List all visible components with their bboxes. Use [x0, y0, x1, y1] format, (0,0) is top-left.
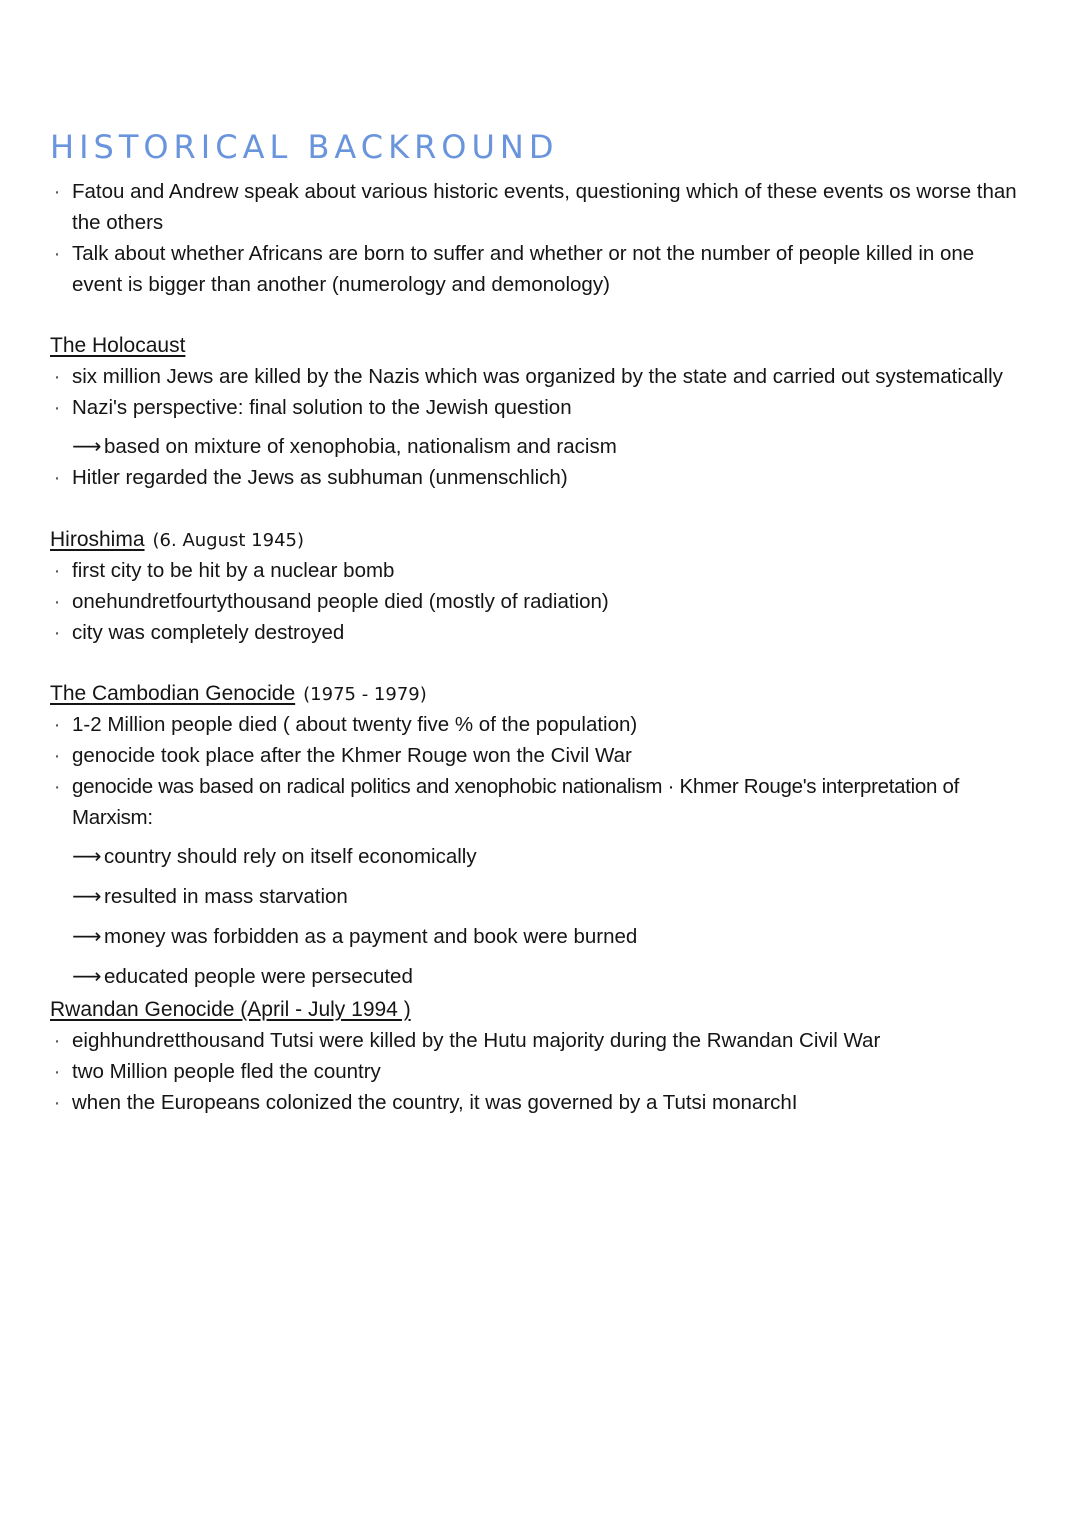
bullet-dot: · [53, 744, 61, 767]
section-heading: The Holocaust [50, 334, 186, 357]
section-heading: Hiroshima [50, 528, 145, 551]
section-heading: Rwandan Genocide (April - July 1994 ) [50, 998, 411, 1021]
hiroshima-section [50, 524, 1030, 648]
section-heading: The Cambodian Genocide [50, 682, 296, 705]
bullet-dot: · [53, 559, 61, 582]
rwanda-section [50, 994, 1030, 1118]
list-item-text: Talk about whether Africans are born to suffer and whether or not the number of people killed in one event is bigger than another (numerology and demonology) [72, 242, 975, 296]
list-item [50, 771, 1030, 833]
bullet-dot: · [53, 466, 61, 489]
list-item [50, 176, 1030, 238]
bullet-dot: · [53, 365, 61, 388]
list-item-text: genocide was based on radical politics and xenophobic nationalism · Khmer Rouge's interpretation of Marxism: [72, 775, 960, 829]
list-item [50, 462, 1030, 493]
intro-list [50, 176, 1030, 300]
sub-point [50, 881, 1030, 912]
bullet-dot: · [53, 1029, 61, 1052]
cambodia-list [50, 709, 1030, 833]
list-item [50, 361, 1030, 392]
list-item-text: Fatou and Andrew speak about various historic events, questioning which of these events os worse than the others [72, 180, 1017, 234]
bullet-dot: · [53, 180, 61, 203]
bullet-dot: · [53, 621, 61, 644]
list-item-text: genocide took place after the Khmer Rouge won the Civil War [72, 744, 632, 767]
sub-point-text: educated people were persecuted [104, 965, 413, 988]
list-item-text: Hitler regarded the Jews as subhuman (unmenschlich) [72, 466, 568, 489]
sub-point [50, 841, 1030, 872]
list-item [50, 1087, 1030, 1118]
arrow-icon: ⟶ [72, 884, 102, 908]
list-item-text: six million Jews are killed by the Nazis which was organized by the state and carried out systematically [72, 365, 1003, 388]
sub-point-text: resulted in mass starvation [104, 885, 348, 908]
sub-point-text: money was forbidden as a payment and book were burned [104, 925, 638, 948]
list-item [50, 617, 1030, 648]
rwanda-list [50, 1025, 1030, 1118]
list-item [50, 555, 1030, 586]
bullet-dot: · [53, 713, 61, 736]
section-date: (1975 - 1979) [303, 684, 427, 705]
list-item-text: 1-2 Million people died ( about twenty five % of the population) [72, 713, 638, 736]
holocaust-list-continued [50, 462, 1030, 493]
bullet-dot: · [53, 1091, 61, 1114]
list-item [50, 1056, 1030, 1087]
holocaust-section [50, 330, 1030, 493]
arrow-icon: ⟶ [72, 924, 102, 948]
list-item-text: onehundretfourtythousand people died (mostly of radiation) [72, 590, 609, 613]
bullet-dot: · [53, 590, 61, 613]
list-item-text: Nazi's perspective: final solution to the Jewish question [72, 396, 572, 419]
bullet-dot: · [53, 775, 61, 798]
cambodia-section [50, 678, 1030, 992]
page-title: HISTORICAL BACKROUND [50, 128, 559, 166]
list-item-text: eighhundretthousand Tutsi were killed by the Hutu majority during the Rwandan Civil War [72, 1029, 881, 1052]
list-item [50, 238, 1030, 300]
list-item [50, 586, 1030, 617]
intro-section [50, 176, 1030, 300]
sub-point-text: based on mixture of xenophobia, nationalism and racism [104, 435, 617, 458]
list-item-text: when the Europeans colonized the country, it was governed by a Tutsi monarchI [72, 1091, 798, 1114]
sub-point [50, 431, 1030, 462]
holocaust-list [50, 361, 1030, 423]
list-item [50, 392, 1030, 423]
list-item-text: city was completely destroyed [72, 621, 345, 644]
arrow-icon: ⟶ [72, 844, 102, 868]
sub-point [50, 921, 1030, 952]
sub-point [50, 961, 1030, 992]
list-item [50, 740, 1030, 771]
section-date: (6. August 1945) [152, 530, 304, 551]
bullet-dot: · [53, 1060, 61, 1083]
sub-point-text: country should rely on itself economically [104, 845, 477, 868]
list-item [50, 1025, 1030, 1056]
arrow-icon: ⟶ [72, 964, 102, 988]
bullet-dot: · [53, 242, 61, 265]
list-item-text: first city to be hit by a nuclear bomb [72, 559, 395, 582]
hiroshima-list [50, 555, 1030, 648]
bullet-dot: · [53, 396, 61, 419]
list-item-text: two Million people fled the country [72, 1060, 381, 1083]
arrow-icon: ⟶ [72, 434, 102, 458]
list-item [50, 709, 1030, 740]
